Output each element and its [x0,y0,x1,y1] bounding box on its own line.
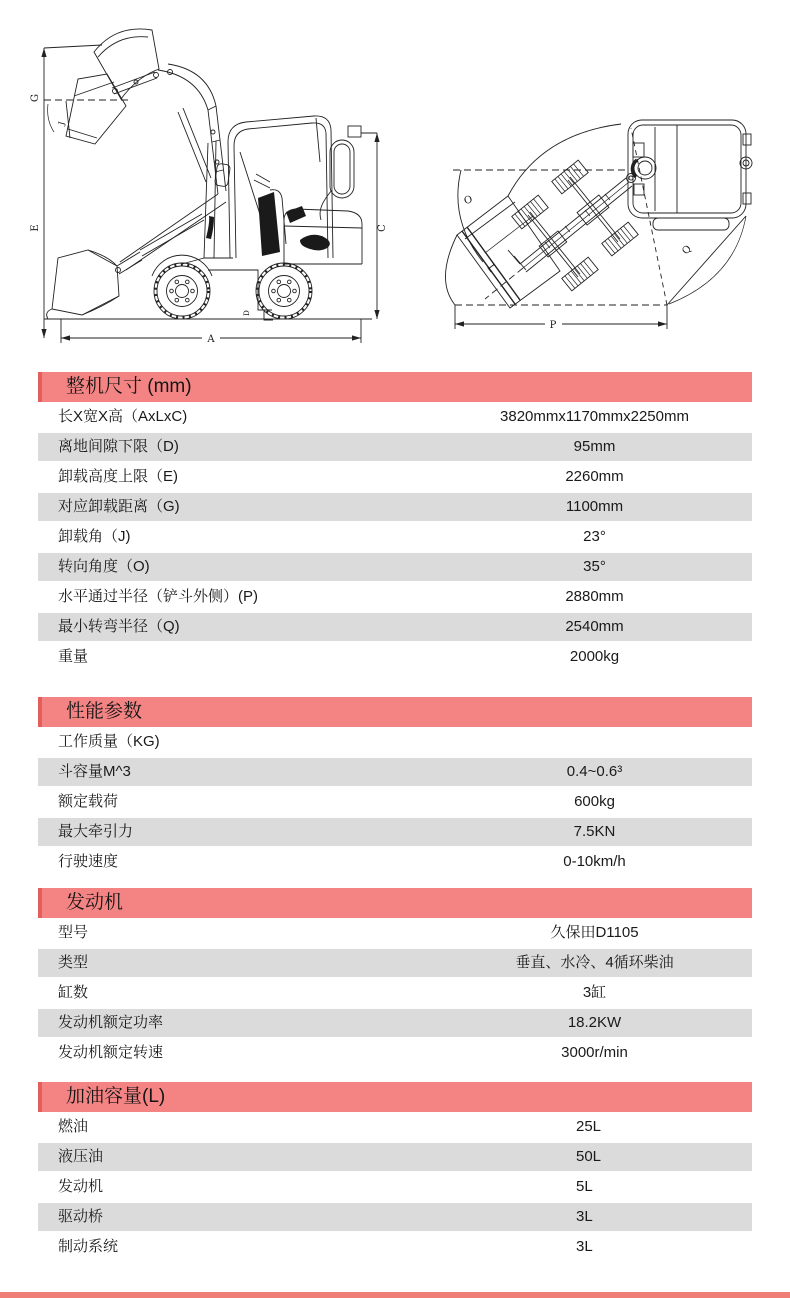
dimension-lines-top [445,124,746,329]
spec-label: 缸数 [58,984,89,1001]
table-row [38,918,752,948]
spec-label: 对应卸载距离（G) [58,498,180,515]
spec-value: 垂直、水冷、4循环柴油 [515,954,674,971]
spec-value: 3L [576,1208,593,1225]
spec-value: 久保田D1105 [550,924,639,941]
table-row [38,1008,752,1038]
table-row [38,787,752,817]
spec-value: 2000kg [569,648,620,665]
rear-wheel [256,263,312,319]
spec-value: 0-10km/h [563,853,626,870]
spec-label: 驱动桥 [58,1208,104,1225]
spec-label: 型号 [58,924,89,941]
dim-label-p: P [549,320,557,331]
dim-label-o: O [462,194,474,207]
dim-label-e: E [30,224,41,232]
spec-value: 35° [583,558,606,575]
table-row [38,402,752,432]
dim-label-d: D [243,310,251,316]
table-row [38,978,752,1008]
section-title: 性能参数 [66,701,143,722]
table-row [38,1232,752,1262]
dim-label-j: J [56,120,67,127]
spec-value: 2880mm [565,588,624,605]
spec-value: 3000r/min [561,1044,628,1061]
top-front-frame [520,177,632,277]
spec-label: 卸载高度上限（E) [58,468,179,485]
bucket-linkage [112,70,173,95]
spec-label: 液压油 [58,1148,104,1165]
spec-label: 制动系统 [58,1238,119,1255]
loader-top-view-diagram [425,98,775,350]
table-row [38,432,752,462]
spec-label: 最小转弯半径（Q) [58,618,180,635]
spec-value: 2260mm [565,468,624,485]
table-row [38,757,752,787]
table-row [38,1202,752,1232]
section-title: 加油容量(L) [66,1086,166,1107]
dim-label-c: C [377,224,388,232]
spec-label: 发动机 [58,1178,104,1195]
loader-side-view-diagram [18,12,396,357]
bottom-accent-bar [0,1292,790,1298]
front-wheel [152,255,212,319]
table-row [38,492,752,522]
dim-label-g: G [30,94,41,102]
spec-label: 额定载荷 [58,793,119,810]
spec-value: 5L [576,1178,593,1195]
table-row [38,462,752,492]
spec-value [437,727,752,757]
spec-value: 18.2KW [567,1014,622,1031]
spec-label: 发动机额定功率 [58,1014,164,1031]
table-row [38,522,752,552]
table-row [38,817,752,847]
spec-label: 斗容量M^3 [58,763,131,780]
table-row [38,1142,752,1172]
dim-label-a: A [207,334,215,345]
table-row [38,642,752,672]
spec-value: 0.4~0.6³ [566,763,623,780]
table-row [38,1172,752,1202]
spec-label: 发动机额定转速 [58,1044,164,1061]
spec-label: 类型 [58,954,89,971]
table-row [38,582,752,612]
table-row [38,847,752,877]
spec-label: 最大牵引力 [58,823,134,840]
dim-label-q: Q [680,243,694,258]
spec-label: 重量 [58,648,89,665]
spec-value: 3L [576,1238,593,1255]
spec-value: 3缸 [582,984,607,1001]
spec-label: 转向角度（O) [58,558,150,575]
section-header-capacities [38,1082,752,1112]
section-header-dimensions [38,372,752,402]
table-row [38,1112,752,1142]
spec-value: 95mm [573,438,616,455]
spec-label: 离地间隙下限（D) [58,438,179,455]
spec-label: 行驶速度 [58,853,119,870]
table-row [38,727,752,757]
spec-label: 长X宽X高（AxLxC) [58,408,188,425]
section-title: 整机尺寸 (mm) [66,376,192,397]
table-row [38,552,752,582]
section-header-engine [38,888,752,918]
section-title: 发动机 [66,892,124,913]
lowered-boom-and-bucket [47,194,226,319]
top-rear-body [627,120,753,230]
spec-value: 7.5KN [573,823,616,840]
spec-value: 25L [576,1118,602,1135]
spec-label: 燃油 [58,1118,89,1135]
spec-value: 600kg [574,793,615,810]
table-row [38,1038,752,1068]
spec-value: 2540mm [565,618,624,635]
dim-label-l: L [484,262,498,275]
capacity-rows [38,1112,752,1262]
table-row [38,948,752,978]
spec-label: 卸载角（J) [58,528,131,545]
spec-value: 3820mmx1170mmx2250mm [500,408,689,425]
spec-value: 1100mm [565,498,624,515]
section-header-performance [38,697,752,727]
spec-value: 23° [583,528,606,545]
spec-label: 工作质量（KG) [58,733,160,750]
spec-value: 50L [576,1148,602,1165]
rear-body [208,126,362,320]
spec-table [38,372,752,1262]
spec-label: 水平通过半径（铲斗外侧）(P) [58,588,258,605]
table-row [38,612,752,642]
